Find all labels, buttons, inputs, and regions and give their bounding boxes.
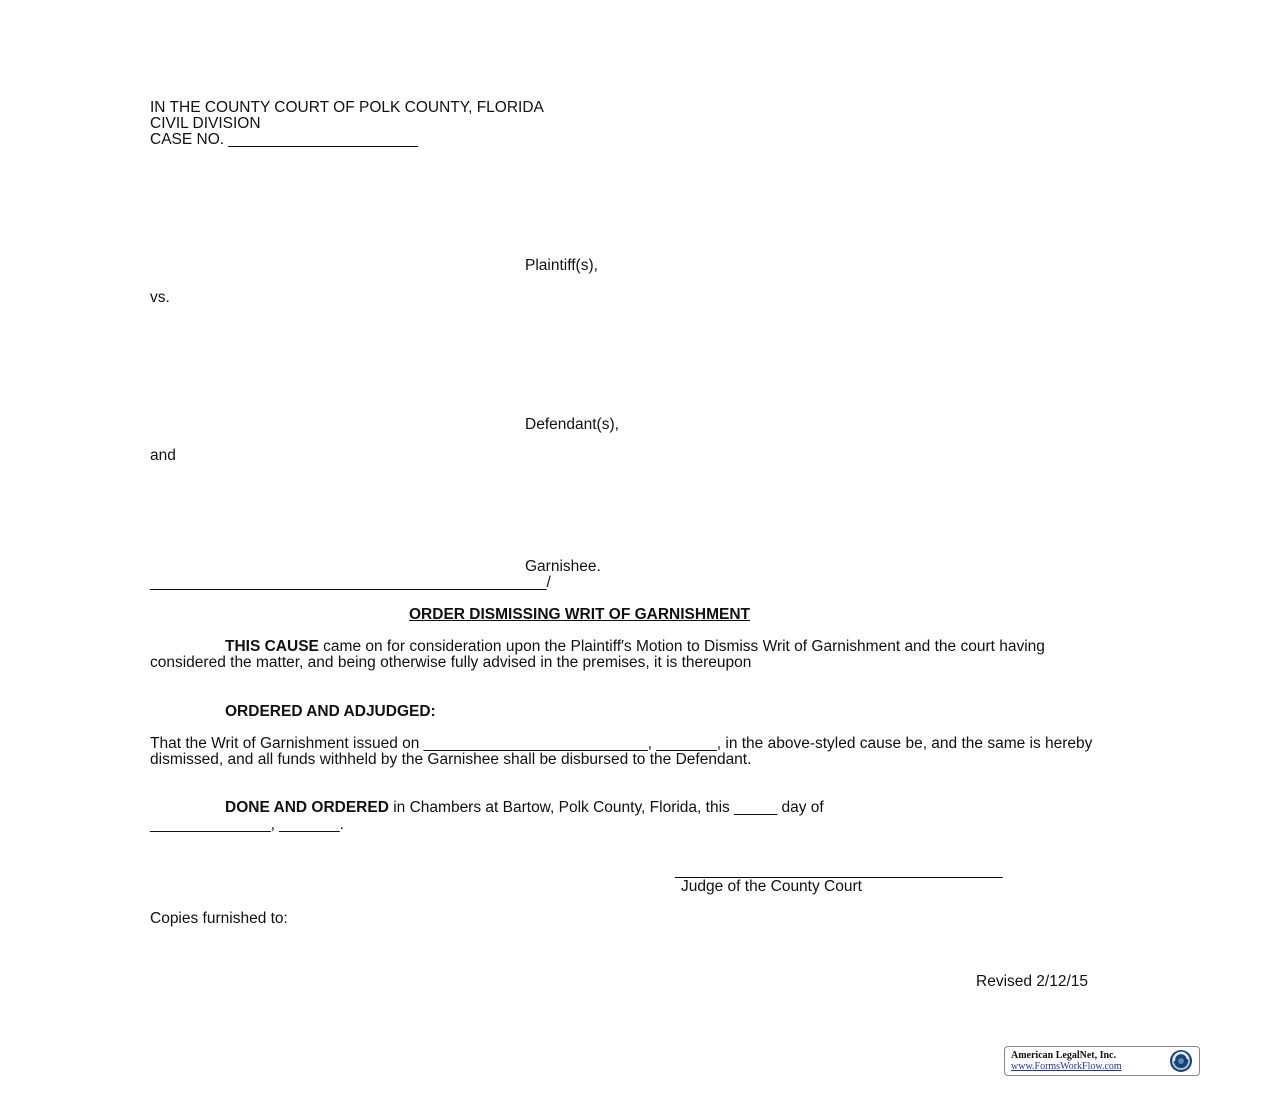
vs-label: vs. — [150, 289, 170, 306]
paragraph-done-ordered — [150, 800, 1120, 816]
defendant-label: Defendant(s), — [525, 416, 619, 433]
plaintiff-label: Plaintiff(s), — [525, 257, 598, 274]
case-number: CASE NO. ______________________ — [150, 131, 419, 148]
globe-logo-icon — [1169, 1049, 1193, 1073]
done-ordered-bold: DONE AND ORDERED — [225, 799, 389, 816]
and-label: and — [150, 447, 176, 464]
this-cause-text: came on for consideration upon the Plaintiff′s Motion to Dismiss Writ of Garnishment and the court having considered the matter, and being otherwise fully advised in the premises, it is thereupon — [150, 638, 1045, 672]
revised-date: Revised 2/12/15 — [976, 973, 1089, 990]
footer-badge[interactable] — [1004, 1046, 1200, 1076]
signature-line: ______________________________________ — [675, 862, 1003, 879]
judge-label: Judge of the County Court — [681, 878, 862, 895]
paragraph-writ-dismissed: That the Writ of Garnishment issued on __________________________, _______, in the above-styled cause be, and the same is hereby dismissed, and all funds withheld by the Garnishee shall be disbursed to the Defendant. — [150, 735, 1093, 769]
garnishee-label: Garnishee. — [525, 558, 601, 575]
document-title: ORDER DISMISSING WRIT OF GARNISHMENT — [409, 606, 750, 623]
division: CIVIL DIVISION — [150, 115, 261, 132]
paragraph-this-cause — [150, 639, 1120, 672]
ordered-adjudged: ORDERED AND ADJUDGED: — [225, 703, 436, 720]
caption-separator: ______________________________________________/ — [150, 574, 551, 591]
badge-company: American LegalNet, Inc. — [1011, 1050, 1116, 1061]
this-cause-bold: THIS CAUSE — [225, 638, 319, 655]
date-blank-line: ______________, _______. — [150, 816, 344, 833]
court-name: IN THE COUNTY COURT OF POLK COUNTY, FLORIDA — [150, 99, 544, 116]
done-ordered-text: in Chambers at Bartow, Polk County, Florida, this _____ day of — [388, 799, 824, 816]
copies-furnished: Copies furnished to: — [150, 910, 288, 927]
badge-url[interactable]: www.FormsWorkFlow.com — [1011, 1061, 1122, 1072]
